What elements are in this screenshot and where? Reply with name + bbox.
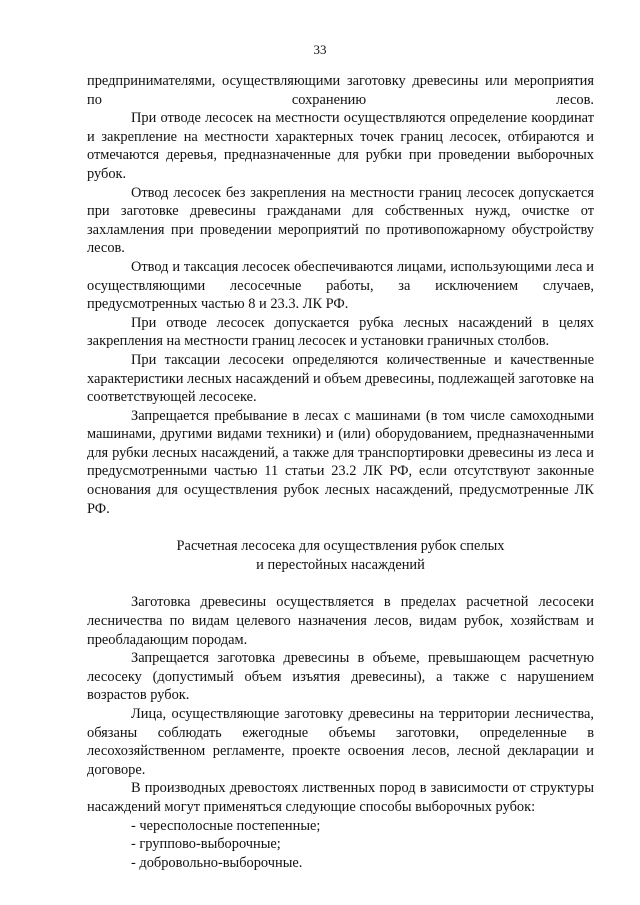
paragraph-continuation: предпринимателями, осуществляющими заготовку древесины или мероприятия по сохранению лесов. (87, 73, 594, 108)
paragraph: Отвод лесосек без закрепления на местности границ лесосек допускается при заготовке древесины гражданами для собственных нужд, очистке от захламления при проведении мероприятий по противопожарному обустройству лесов. (87, 184, 594, 257)
list-item: - добровольно-выборочные. (131, 854, 303, 871)
section-title-line-2: и перестойных насаждений (256, 556, 425, 573)
list-item: - группово-выборочные; (131, 836, 281, 853)
paragraph: При таксации лесосеки определяются количественные и качественные характеристики лесных насаждений и объем древесины, подлежащей заготовке на соответствующей лесосеке. (87, 351, 594, 406)
list-item: - чересполосные постепенные; (131, 817, 321, 834)
paragraph: Запрещается заготовка древесины в объеме, превышающем расчетную лесосеку (допустимый объем изъятия древесины), а также с нарушением возрастов рубок. (87, 650, 594, 704)
paragraph: Отвод и таксация лесосек обеспечиваются лицами, использующими леса и осуществляющими лесосечные работы, за исключением случаев, предусмотренных частью 8 и 23.3. ЛК РФ. (87, 258, 594, 313)
paragraph: Заготовка древесины осуществляется в пределах расчетной лесосеки лесничества по видам целевого назначения лесов, видам рубок, хозяйствам и преобладающим породам. (87, 594, 594, 648)
paragraph: При отводе лесосек допускается рубка лесных насаждений в целях закрепления на местности границ лесосек и установки граничных столбов. (87, 314, 594, 350)
paragraph: При отводе лесосек на местности осуществляются определение координат и закрепление на местности характерных точек границ лесосек, отбираются и отмечаются деревья, предназначенные для рубки при проведении выборочных рубок. (87, 110, 594, 182)
page-number: 33 (313, 42, 327, 57)
document-body (87, 72, 594, 872)
section-title-line-1: Расчетная лесосека для осуществления рубок спелых (176, 538, 505, 555)
paragraph: Лица, осуществляющие заготовку древесины на территории лесничества, обязаны соблюдать ежегодные объемы заготовки, определенные в лесохозяйственном регламенте, проекте освоения лесов, лесной декларации и договоре. (87, 706, 594, 778)
paragraph: Запрещается пребывание в лесах с машинами (в том числе самоходными машинами, другими видами техники) и (или) оборудованием, предназначенными для рубки лесных насаждений, а также для транспортировки древесины из леса и предусмотренными частью 11 статьи 23.2 ЛК РФ, если отсутствуют законные основания для осуществления рубок лесных насаждений, предусмотренные ЛК РФ. (87, 407, 594, 517)
paragraph: В производных древостоях лиственных пород в зависимости от структуры насаждений могут применяться следующие способы выборочных рубок: (87, 780, 594, 815)
